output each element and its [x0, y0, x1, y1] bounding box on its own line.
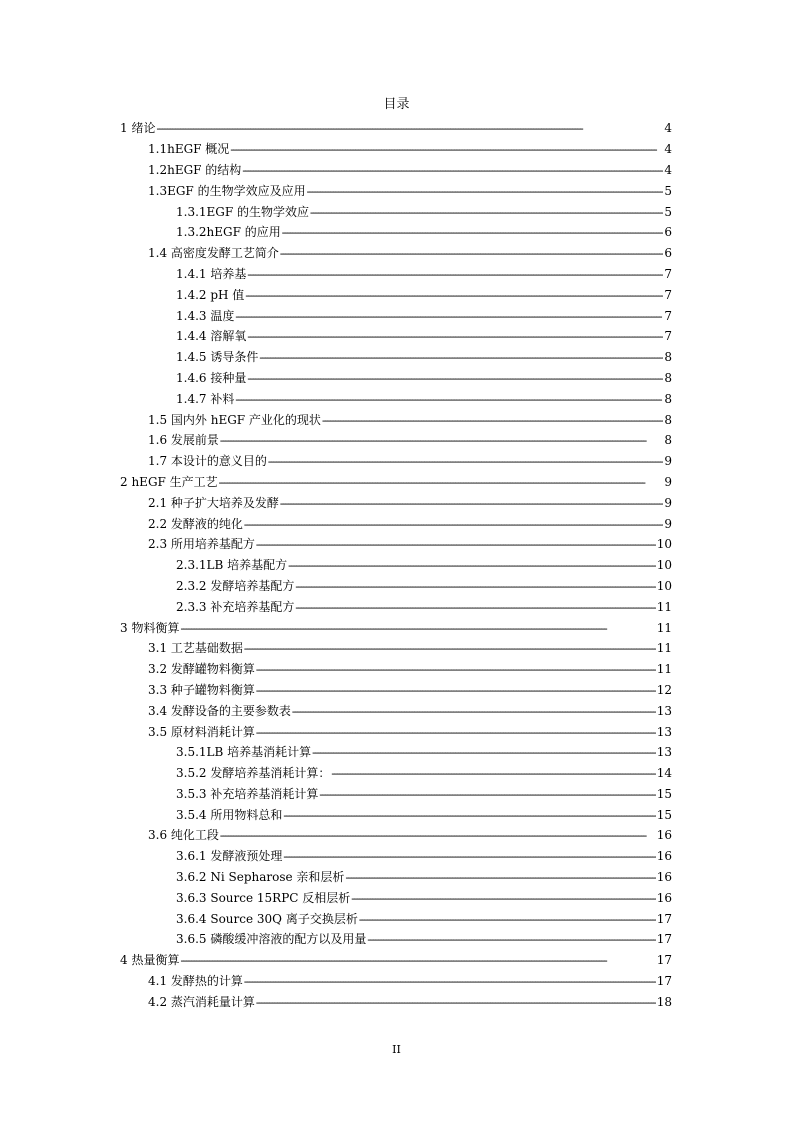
toc-entry-page-number: 7 — [664, 266, 672, 281]
toc-entry[interactable] — [0, 388, 793, 409]
toc-entry[interactable] — [0, 929, 793, 950]
toc-entry-page-number: 10 — [656, 558, 672, 573]
toc-entry[interactable] — [0, 326, 793, 347]
toc-entry-label: 1.3EGF 的生物学效应及应用 — [148, 183, 306, 198]
toc-entry-page-number: 8 — [664, 433, 672, 448]
toc-entry-page-number: 8 — [664, 370, 672, 385]
toc-entry[interactable] — [0, 971, 793, 992]
toc-leader-dashes — [292, 704, 656, 718]
toc-entry-label: 1 绪论 — [120, 121, 156, 136]
toc-entry[interactable] — [0, 887, 793, 908]
toc-entry-page-number: 18 — [656, 994, 672, 1009]
toc-entry-page-number: 11 — [656, 620, 672, 635]
toc-entry[interactable] — [0, 201, 793, 222]
toc-entry-page-number: 9 — [664, 495, 672, 510]
toc-entry[interactable] — [0, 409, 793, 430]
toc-entry-page-number: 11 — [656, 599, 672, 614]
toc-entry-label: 1.4.2 pH 值 — [176, 287, 245, 302]
toc-entry[interactable] — [0, 596, 793, 617]
toc-entry-label: 1.6 发展前景 — [148, 433, 219, 448]
toc-entry[interactable] — [0, 347, 793, 368]
toc-leader-dashes — [256, 995, 656, 1009]
toc-entry-page-number: 5 — [664, 204, 672, 219]
toc-entry[interactable] — [0, 700, 793, 721]
toc-entry-label: 3.1 工艺基础数据 — [148, 641, 243, 656]
toc-entry-page-number: 17 — [656, 953, 672, 968]
toc-leader-dashes — [219, 475, 664, 489]
toc-leader-dashes — [295, 600, 655, 614]
toc-leader-dashes — [256, 662, 656, 676]
toc-entry-page-number: 5 — [664, 183, 672, 198]
toc-entry-label: 3.6.2 Ni Sepharose 亲和层析 — [176, 870, 345, 885]
toc-entry[interactable] — [0, 160, 793, 181]
toc-entry-label: 3.4 发酵设备的主要参数表 — [148, 703, 291, 718]
toc-entry-label: 3 物料衡算 — [120, 620, 180, 635]
toc-entry-label: 2.3.1LB 培养基配方 — [176, 558, 288, 573]
toc-entry-label: 1.4.3 温度 — [176, 308, 235, 323]
toc-leader-dashes — [244, 641, 656, 655]
toc-entry-page-number: 17 — [656, 974, 672, 989]
toc-entry-page-number: 10 — [656, 537, 672, 552]
toc-leader-dashes — [244, 974, 656, 988]
toc-entry-page-number: 4 — [664, 142, 672, 157]
toc-entry[interactable] — [0, 284, 793, 305]
toc-entry[interactable] — [0, 908, 793, 929]
toc-entry[interactable] — [0, 118, 793, 139]
toc-entry[interactable] — [0, 180, 793, 201]
toc-entry-label: 2 hEGF 生产工艺 — [120, 474, 218, 489]
toc-entry-label: 1.3.2hEGF 的应用 — [176, 225, 281, 240]
toc-leader-dashes — [319, 787, 655, 801]
toc-entry-label: 2.3 所用培养基配方 — [148, 537, 255, 552]
toc-entry[interactable] — [0, 555, 793, 576]
toc-entry-label: 2.3.3 补充培养基配方 — [176, 599, 295, 614]
toc-entry-page-number: 17 — [656, 911, 672, 926]
toc-entry-page-number: 16 — [656, 890, 672, 905]
toc-entry[interactable] — [0, 950, 793, 971]
toc-entry[interactable] — [0, 513, 793, 534]
toc-entry-page-number: 4 — [664, 162, 672, 177]
toc-entry[interactable] — [0, 617, 793, 638]
toc-entry-label: 1.4 高密度发酵工艺简介 — [148, 246, 279, 261]
toc-entry-label: 3.5.1LB 培养基消耗计算 — [176, 745, 312, 760]
toc-entry-label: 1.5 国内外 hEGF 产业化的现状 — [148, 412, 321, 427]
toc-leader-dashes — [351, 891, 655, 905]
toc-leader-dashes — [180, 621, 655, 635]
toc-entry-page-number: 7 — [664, 329, 672, 344]
toc-title: 目录 — [383, 97, 410, 112]
toc-entry[interactable] — [0, 991, 793, 1012]
toc-entry-page-number: 6 — [664, 225, 672, 240]
toc-entry[interactable] — [0, 846, 793, 867]
toc-entry[interactable] — [0, 721, 793, 742]
toc-entry-label: 1.4.6 接种量 — [176, 370, 247, 385]
toc-leader-dashes — [256, 725, 656, 739]
toc-entry[interactable] — [0, 534, 793, 555]
toc-leader-dashes — [244, 517, 663, 531]
toc-leader-dashes — [295, 579, 655, 593]
toc-entry[interactable] — [0, 763, 793, 784]
toc-entry[interactable] — [0, 659, 793, 680]
toc-leader-dashes — [235, 392, 663, 406]
toc-leader-dashes — [283, 849, 655, 863]
toc-entry[interactable] — [0, 742, 793, 763]
toc-entry[interactable] — [0, 451, 793, 472]
toc-entry-page-number: 16 — [656, 828, 672, 843]
toc-leader-dashes — [345, 870, 655, 884]
toc-leader-dashes — [180, 953, 655, 967]
toc-entry-label: 3.6.1 发酵液预处理 — [176, 849, 283, 864]
toc-entry[interactable] — [0, 784, 793, 805]
toc-entry-page-number: 8 — [664, 391, 672, 406]
toc-entry-label: 1.1hEGF 概况 — [148, 142, 230, 157]
toc-entry-page-number: 13 — [656, 724, 672, 739]
toc-entry[interactable] — [0, 638, 793, 659]
toc-leader-dashes — [268, 454, 663, 468]
toc-entry-label: 1.4.5 诱导条件 — [176, 350, 259, 365]
toc-leader-dashes — [307, 184, 664, 198]
toc-leader-dashes — [245, 288, 663, 302]
toc-entry[interactable] — [0, 243, 793, 264]
table-of-contents — [0, 118, 793, 1012]
toc-entry-label: 3.6.5 磷酸缓冲溶液的配方以及用量 — [176, 932, 367, 947]
toc-entry-label: 1.4.1 培养基 — [176, 266, 247, 281]
toc-entry[interactable] — [0, 825, 793, 846]
toc-entry-label: 3.6 纯化工段 — [148, 828, 219, 843]
toc-entry[interactable] — [0, 222, 793, 243]
toc-leader-dashes — [220, 828, 656, 842]
toc-leader-dashes — [242, 163, 663, 177]
toc-entry-label: 1.4.4 溶解氧 — [176, 329, 247, 344]
toc-entry-page-number: 15 — [656, 786, 672, 801]
toc-leader-dashes — [282, 225, 664, 239]
toc-entry-page-number: 9 — [664, 454, 672, 469]
toc-entry-label: 1.4.7 补料 — [176, 391, 235, 406]
toc-leader-dashes — [280, 246, 663, 260]
toc-entry-page-number: 7 — [664, 287, 672, 302]
toc-entry-page-number: 13 — [656, 703, 672, 718]
toc-leader-dashes — [288, 558, 656, 572]
toc-entry-label: 3.2 发酵罐物料衡算 — [148, 662, 255, 677]
toc-entry-page-number: 8 — [664, 412, 672, 427]
toc-leader-dashes — [259, 350, 663, 364]
toc-entry-page-number: 16 — [656, 870, 672, 885]
toc-leader-dashes — [256, 683, 656, 697]
toc-entry[interactable] — [0, 368, 793, 389]
toc-leader-dashes — [256, 537, 656, 551]
toc-entry-label: 3.6.3 Source 15RPC 反相层析 — [176, 890, 351, 905]
toc-leader-dashes — [220, 433, 663, 447]
toc-entry-page-number: 7 — [664, 308, 672, 323]
toc-entry-page-number: 13 — [656, 745, 672, 760]
toc-entry-label: 1.7 本设计的意义目的 — [148, 454, 267, 469]
toc-entry[interactable] — [0, 804, 793, 825]
toc-entry-page-number: 14 — [656, 766, 672, 781]
page-number-footer: II — [392, 1043, 401, 1056]
toc-entry-label: 3.5.3 补充培养基消耗计算 — [176, 786, 319, 801]
toc-entry-page-number: 10 — [656, 578, 672, 593]
toc-entry-label: 4 热量衡算 — [120, 953, 180, 968]
toc-entry-label: 1.2hEGF 的结构 — [148, 162, 242, 177]
toc-entry[interactable] — [0, 305, 793, 326]
toc-leader-dashes — [359, 912, 656, 926]
toc-entry-label: 2.2 发酵液的纯化 — [148, 516, 243, 531]
toc-entry-label: 3.5.2 发酵培养基消耗计算： — [176, 766, 331, 781]
toc-entry-page-number: 12 — [656, 682, 672, 697]
toc-entry-page-number: 15 — [656, 807, 672, 822]
toc-leader-dashes — [247, 267, 663, 281]
toc-leader-dashes — [247, 371, 663, 385]
toc-leader-dashes — [322, 413, 663, 427]
toc-entry-label: 2.3.2 发酵培养基配方 — [176, 578, 295, 593]
toc-leader-dashes — [280, 496, 663, 510]
toc-entry-page-number: 4 — [664, 121, 672, 136]
toc-entry-label: 4.2 蒸汽消耗量计算 — [148, 994, 255, 1009]
toc-leader-dashes — [230, 142, 663, 156]
toc-entry[interactable] — [0, 430, 793, 451]
toc-leader-dashes — [310, 205, 663, 219]
toc-entry-label: 1.3.1EGF 的生物学效应 — [176, 204, 310, 219]
toc-entry[interactable] — [0, 139, 793, 160]
toc-entry-page-number: 9 — [664, 474, 672, 489]
toc-entry-label: 3.5 原材料消耗计算 — [148, 724, 255, 739]
toc-entry-label: 2.1 种子扩大培养及发酵 — [148, 495, 279, 510]
toc-leader-dashes — [235, 309, 663, 323]
toc-entry-label: 3.3 种子罐物料衡算 — [148, 682, 255, 697]
toc-entry[interactable] — [0, 472, 793, 493]
toc-entry-page-number: 9 — [664, 516, 672, 531]
toc-leader-dashes — [367, 932, 655, 946]
toc-entry[interactable] — [0, 576, 793, 597]
toc-leader-dashes — [247, 329, 663, 343]
toc-entry-label: 4.1 发酵热的计算 — [148, 974, 243, 989]
toc-leader-dashes — [312, 745, 656, 759]
toc-entry-label: 3.5.4 所用物料总和 — [176, 807, 283, 822]
toc-entry[interactable] — [0, 264, 793, 285]
toc-entry-page-number: 8 — [664, 350, 672, 365]
toc-entry-page-number: 16 — [656, 849, 672, 864]
toc-entry-page-number: 17 — [656, 932, 672, 947]
toc-entry[interactable] — [0, 680, 793, 701]
toc-entry-page-number: 11 — [656, 662, 672, 677]
toc-entry[interactable] — [0, 867, 793, 888]
toc-entry-label: 3.6.4 Source 30Q 离子交换层析 — [176, 911, 358, 926]
toc-leader-dashes — [331, 766, 655, 780]
toc-leader-dashes — [156, 121, 663, 135]
toc-entry-page-number: 11 — [656, 641, 672, 656]
toc-leader-dashes — [283, 808, 655, 822]
toc-entry-page-number: 6 — [664, 246, 672, 261]
toc-entry[interactable] — [0, 492, 793, 513]
